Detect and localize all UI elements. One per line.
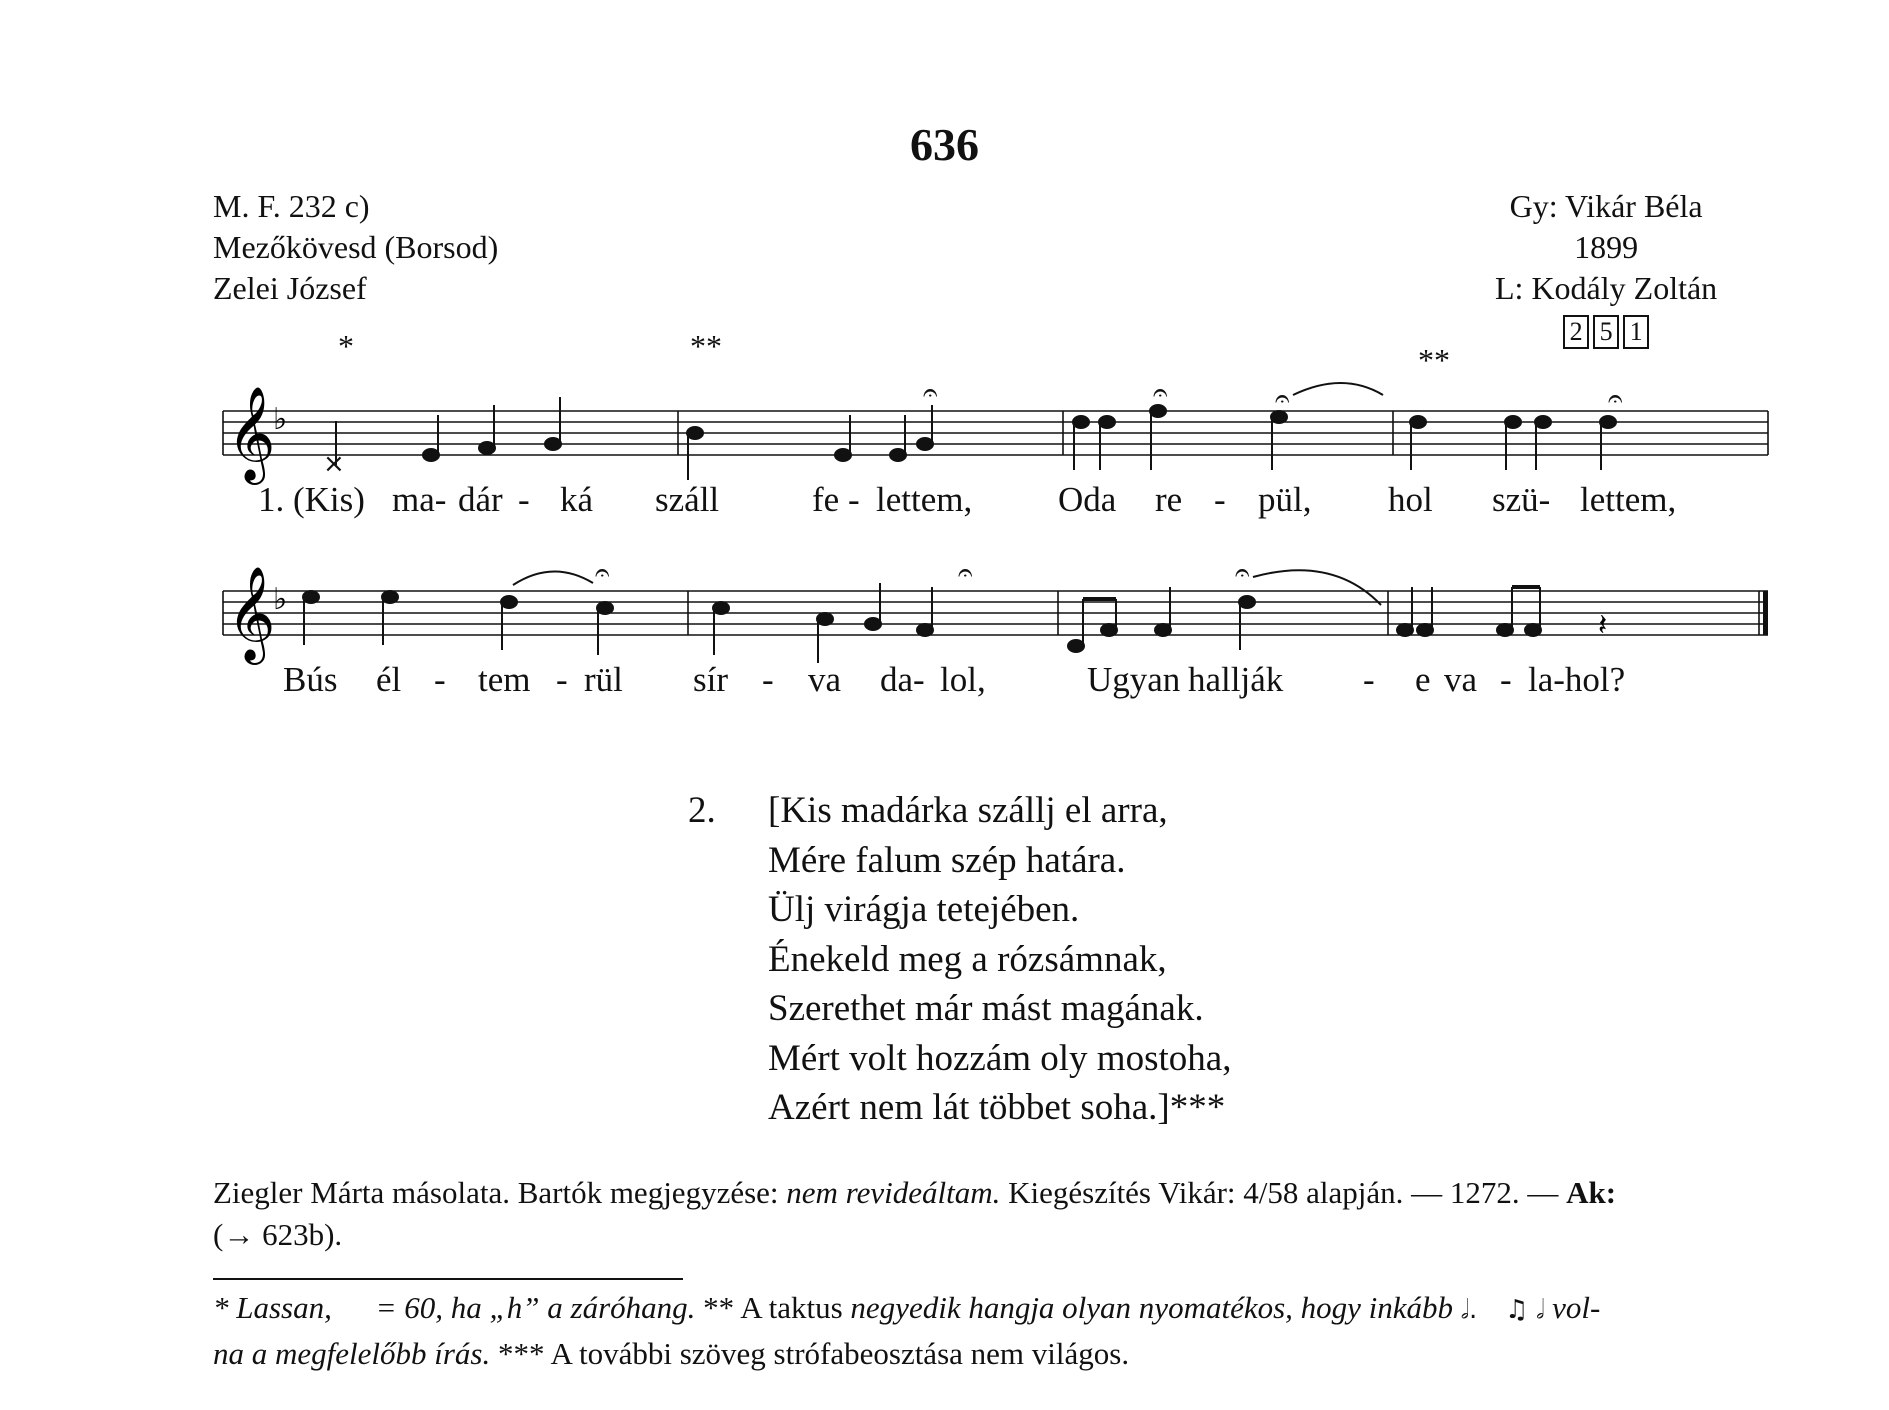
lyric-syllable: száll [655, 480, 720, 519]
lyric-hyphen: - [762, 660, 774, 699]
lyric-syllable: re [1155, 480, 1183, 519]
lyric-syllable: lettem, [1580, 480, 1677, 519]
lyric-syllable: lol, [940, 660, 986, 699]
source-info [213, 186, 498, 309]
performer: Zelei József [213, 270, 367, 306]
class-box: 5 [1593, 315, 1619, 349]
lyric-hyphen: - [848, 480, 860, 519]
footnote-text: = 60, ha „h” a záróhang. [375, 1290, 696, 1325]
lyric-hyphen: - [1500, 660, 1512, 699]
stanza-line: Azért nem lát többet soha.]*** [768, 1087, 1226, 1128]
class-box: 1 [1623, 315, 1649, 349]
fermata-icon: 𝄐 [958, 558, 973, 588]
catalog-number: M. F. 232 c) [213, 188, 370, 224]
footnote-text: * Lassan, [213, 1290, 332, 1325]
note-reference: (→ 623b). [213, 1217, 343, 1252]
lyric-syllable: ma- [392, 480, 447, 519]
lyric-syllable: 1. (Kis) [258, 480, 365, 519]
footnote-text: *** A további szöveg strófabeosztása nem világos. [490, 1336, 1130, 1371]
fermata-icon: 𝄐 [923, 378, 938, 408]
note-bold: Ak: [1566, 1175, 1617, 1210]
dotted-half-note-icon: 𝅗𝅥. [1460, 1295, 1478, 1325]
lyric-syllable: ká [560, 480, 594, 519]
lyric-syllable: fe [812, 480, 840, 519]
stanza-line: Énekeld meg a rózsámnak, [768, 938, 1167, 980]
editorial-note [213, 1172, 1773, 1256]
lyric-syllable: él [376, 660, 402, 699]
footnote-text: na a megfelelőbb írás. [213, 1336, 491, 1371]
lyric-syllable: da- [880, 660, 925, 699]
lyric-hyphen: - [1363, 660, 1375, 699]
location: Mezőkövesd (Borsod) [213, 229, 499, 265]
transcriber: L: Kodály Zoltán [1495, 270, 1718, 306]
stanza-number: 2. [688, 790, 716, 831]
footnote-text: vol- [1552, 1290, 1601, 1325]
lyric-syllable: va [1444, 660, 1478, 699]
fermata-icon: 𝄐 [595, 558, 610, 588]
lyric-syllable: tem [478, 660, 531, 699]
stanza-line: Mére falum szép határa. [768, 839, 1126, 881]
lyric-hyphen: - [1214, 480, 1226, 519]
lyric-syllable: dár [458, 480, 503, 519]
footnote-mark-double: ** [690, 328, 722, 364]
note-text: Kiegészítés Vikár: 4/58 alapján. — 1272. — [1000, 1175, 1567, 1210]
collection-year: 1899 [1574, 229, 1639, 265]
x-notehead-icon: × [323, 449, 345, 479]
stanza-line: Mért volt hozzám oly mostoha, [768, 1037, 1232, 1079]
footnote-divider [213, 1278, 683, 1280]
lyric-syllable: hallják [1188, 660, 1284, 699]
lyric-syllable: Bús [283, 660, 338, 699]
lyric-syllable: Oda [1058, 480, 1117, 519]
class-box: 2 [1563, 315, 1589, 349]
lyric-syllable: lettem, [876, 480, 973, 519]
flat-icon: ♭ [273, 402, 288, 437]
lyric-syllable: hol [1388, 480, 1433, 519]
note-italic: nem revideáltam. [786, 1175, 1001, 1210]
lyric-syllable: la-hol? [1528, 660, 1626, 699]
page-number: 636 [910, 119, 979, 170]
stanza-line: [Kis madárka szállj el arra, [768, 790, 1168, 831]
stanza-line: Ülj virágja tetejében. [768, 889, 1080, 930]
quarter-rest-icon: 𝄽 [1598, 608, 1608, 643]
footnote [213, 1286, 1773, 1376]
lyric-syllable: pül, [1258, 480, 1312, 519]
footnote-text: ** A taktus [695, 1290, 851, 1325]
lyric-syllable: rül [584, 660, 623, 699]
lyric-syllable: sír [693, 660, 728, 699]
stanza-2 [688, 786, 1231, 1133]
footnote-text: negyedik hangja olyan nyomatékos, hogy inkább [850, 1290, 1454, 1325]
classification-boxes [1563, 315, 1649, 349]
lyric-hyphen: - [518, 480, 530, 519]
lyric-syllable: Ugyan [1087, 660, 1181, 699]
lyric-hyphen: - [434, 660, 446, 699]
lyric-syllable: va [808, 660, 842, 699]
lyric-syllable: e [1415, 660, 1431, 699]
half-note-icon: 𝅗𝅥 [1536, 1295, 1545, 1325]
fermata-icon: 𝄐 [1275, 384, 1290, 414]
treble-clef-icon: 𝄞 [227, 386, 276, 481]
lyric-syllable: szü- [1492, 480, 1551, 519]
treble-clef-icon: 𝄞 [227, 566, 276, 661]
collector-info [1495, 186, 1717, 350]
footnote-mark-single: * [338, 328, 354, 364]
collector: Gy: Vikár Béla [1509, 188, 1703, 224]
fermata-icon: 𝄐 [1235, 558, 1250, 588]
flat-icon: ♭ [273, 582, 288, 617]
fermata-icon: 𝄐 [1153, 378, 1168, 408]
stanza-line: Szerethet már mást magának. [768, 988, 1204, 1029]
lyric-hyphen: - [556, 660, 568, 699]
eighth-notes-icon: ♫ [1505, 1295, 1529, 1325]
note-text: Ziegler Márta másolata. Bartók megjegyzése: [213, 1175, 787, 1210]
footnote-mark-double: ** [1418, 342, 1450, 378]
fermata-icon: 𝄐 [1608, 384, 1623, 414]
